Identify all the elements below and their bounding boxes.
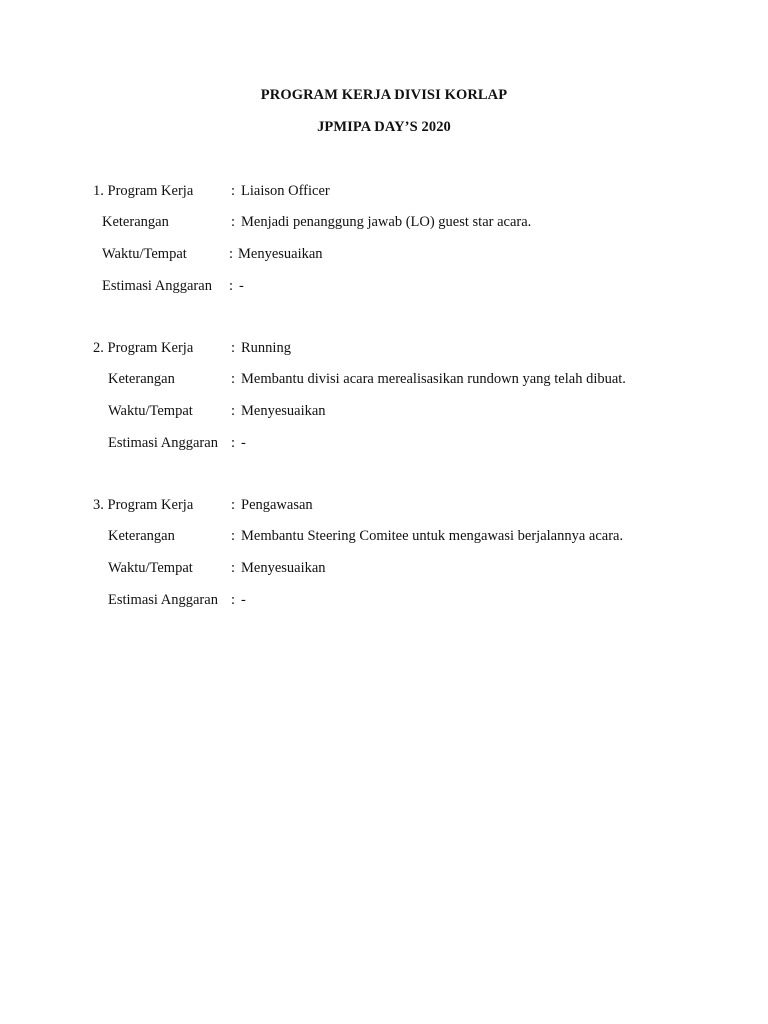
program-1-waktu: Menyesuaikan (238, 246, 323, 262)
program-1-keterangan: Menjadi penanggung jawab (LO) guest star acara. (241, 214, 532, 230)
program-2-number-label: 2. Program Kerja (93, 340, 194, 356)
separator: : (231, 497, 236, 513)
program-2-keterangan-label: Keterangan (108, 371, 175, 387)
separator: : (231, 371, 236, 387)
program-1-number-label: 1. Program Kerja (93, 183, 194, 199)
program-1-keterangan-label: Keterangan (102, 214, 169, 230)
program-3-keterangan: Membantu Steering Comitee untuk mengawasi berjalannya acara. (241, 528, 624, 544)
program-2-keterangan: Membantu divisi acara merealisasikan rundown yang telah dibuat. (241, 371, 626, 387)
separator: : (231, 183, 236, 199)
program-3-waktu-label: Waktu/Tempat (108, 560, 193, 576)
program-3-anggaran-label: Estimasi Anggaran (108, 592, 218, 608)
document-subtitle: JPMIPA DAY’S 2020 (317, 119, 451, 135)
separator: : (229, 278, 234, 294)
program-1-waktu-label: Waktu/Tempat (102, 246, 187, 262)
program-1-anggaran: - (239, 278, 244, 294)
separator: : (231, 214, 236, 230)
separator: : (231, 403, 236, 419)
program-1-anggaran-label: Estimasi Anggaran (102, 278, 212, 294)
program-3-waktu: Menyesuaikan (241, 560, 326, 576)
separator: : (231, 435, 236, 451)
program-2-waktu: Menyesuaikan (241, 403, 326, 419)
separator: : (231, 340, 236, 356)
separator: : (231, 560, 236, 576)
program-1-name: Liaison Officer (241, 183, 330, 199)
program-2-name: Running (241, 340, 291, 356)
separator: : (229, 246, 234, 262)
program-3-name: Pengawasan (241, 497, 313, 513)
program-2-waktu-label: Waktu/Tempat (108, 403, 193, 419)
document-title: PROGRAM KERJA DIVISI KORLAP (260, 87, 508, 103)
program-3-number-label: 3. Program Kerja (93, 497, 194, 513)
program-2-anggaran: - (241, 435, 246, 451)
program-3-anggaran: - (241, 592, 246, 608)
program-2-anggaran-label: Estimasi Anggaran (108, 435, 218, 451)
separator: : (231, 592, 236, 608)
separator: : (231, 528, 236, 544)
program-3-keterangan-label: Keterangan (108, 528, 175, 544)
